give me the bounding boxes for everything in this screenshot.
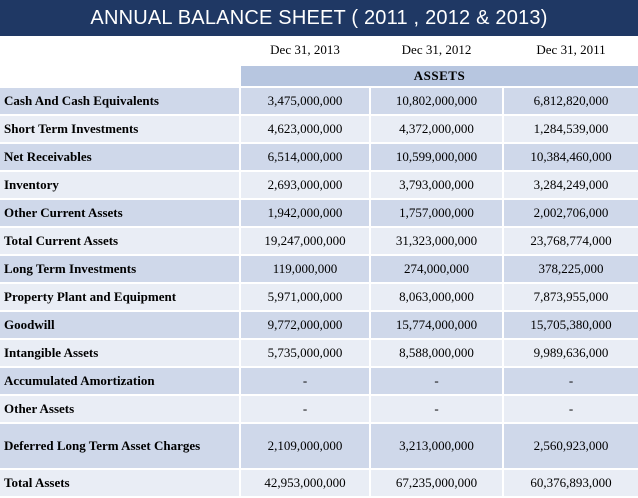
table-row	[0, 423, 638, 469]
value-cell-2012: 274,000,000	[370, 255, 503, 283]
value-cell-2012: 3,793,000,000	[370, 171, 503, 199]
value-cell-2012: 8,588,000,000	[370, 339, 503, 367]
table-row	[0, 87, 638, 115]
column-header-2011: Dec 31, 2011	[503, 36, 638, 65]
value-cell-2011: -	[503, 367, 638, 395]
row-label: Intangible Assets	[0, 339, 240, 367]
value-cell-2011: 9,989,636,000	[503, 339, 638, 367]
value-cell-2012: -	[370, 395, 503, 423]
table-row	[0, 283, 638, 311]
table-row	[0, 469, 638, 497]
value-cell-2013: 2,693,000,000	[240, 171, 370, 199]
page-title: ANNUAL BALANCE SHEET ( 2011 , 2012 & 2013)	[0, 0, 638, 36]
table-row	[0, 199, 638, 227]
row-label: Deferred Long Term Asset Charges	[0, 423, 240, 469]
value-cell-2013: 9,772,000,000	[240, 311, 370, 339]
row-label: Total Assets	[0, 469, 240, 497]
table-row	[0, 171, 638, 199]
value-cell-2013: 5,735,000,000	[240, 339, 370, 367]
row-label: Long Term Investments	[0, 255, 240, 283]
value-cell-2011: -	[503, 395, 638, 423]
row-label: Other Current Assets	[0, 199, 240, 227]
value-cell-2013: 19,247,000,000	[240, 227, 370, 255]
value-cell-2011: 60,376,893,000	[503, 469, 638, 497]
row-label: Cash And Cash Equivalents	[0, 87, 240, 115]
table-row	[0, 227, 638, 255]
value-cell-2012: 67,235,000,000	[370, 469, 503, 497]
row-label: Short Term Investments	[0, 115, 240, 143]
row-label: Total Current Assets	[0, 227, 240, 255]
value-cell-2011: 15,705,380,000	[503, 311, 638, 339]
value-cell-2013: 5,971,000,000	[240, 283, 370, 311]
table-row	[0, 143, 638, 171]
value-cell-2013: 3,475,000,000	[240, 87, 370, 115]
value-cell-2012: 15,774,000,000	[370, 311, 503, 339]
value-cell-2013: 2,109,000,000	[240, 423, 370, 469]
table-row	[0, 115, 638, 143]
value-cell-2012: 10,802,000,000	[370, 87, 503, 115]
value-cell-2012: 31,323,000,000	[370, 227, 503, 255]
column-header-2013: Dec 31, 2013	[240, 36, 370, 65]
row-label: Goodwill	[0, 311, 240, 339]
value-cell-2013: 119,000,000	[240, 255, 370, 283]
value-cell-2013: -	[240, 395, 370, 423]
row-label: Accumulated Amortization	[0, 367, 240, 395]
value-cell-2011: 378,225,000	[503, 255, 638, 283]
value-cell-2011: 7,873,955,000	[503, 283, 638, 311]
value-cell-2013: 6,514,000,000	[240, 143, 370, 171]
value-cell-2012: 3,213,000,000	[370, 423, 503, 469]
value-cell-2013: 42,953,000,000	[240, 469, 370, 497]
row-label: Other Assets	[0, 395, 240, 423]
value-cell-2012: 8,063,000,000	[370, 283, 503, 311]
table-row	[0, 395, 638, 423]
value-cell-2013: -	[240, 367, 370, 395]
table-row	[0, 311, 638, 339]
value-cell-2012: 4,372,000,000	[370, 115, 503, 143]
value-cell-2012: -	[370, 367, 503, 395]
table-row	[0, 367, 638, 395]
section-row	[0, 65, 638, 87]
value-cell-2011: 23,768,774,000	[503, 227, 638, 255]
value-cell-2012: 1,757,000,000	[370, 199, 503, 227]
section-label-assets: ASSETS	[240, 65, 638, 87]
table-row	[0, 339, 638, 367]
row-label: Inventory	[0, 171, 240, 199]
value-cell-2011: 6,812,820,000	[503, 87, 638, 115]
value-cell-2013: 4,623,000,000	[240, 115, 370, 143]
row-label: Property Plant and Equipment	[0, 283, 240, 311]
value-cell-2013: 1,942,000,000	[240, 199, 370, 227]
balance-sheet-table	[0, 36, 638, 498]
section-blank-cell	[0, 65, 240, 87]
table-row	[0, 255, 638, 283]
row-label: Net Receivables	[0, 143, 240, 171]
column-header-2012: Dec 31, 2012	[370, 36, 503, 65]
value-cell-2011: 10,384,460,000	[503, 143, 638, 171]
column-header-row	[0, 36, 638, 65]
value-cell-2011: 2,560,923,000	[503, 423, 638, 469]
value-cell-2011: 2,002,706,000	[503, 199, 638, 227]
value-cell-2011: 3,284,249,000	[503, 171, 638, 199]
value-cell-2011: 1,284,539,000	[503, 115, 638, 143]
value-cell-2012: 10,599,000,000	[370, 143, 503, 171]
header-blank-cell	[0, 36, 240, 65]
